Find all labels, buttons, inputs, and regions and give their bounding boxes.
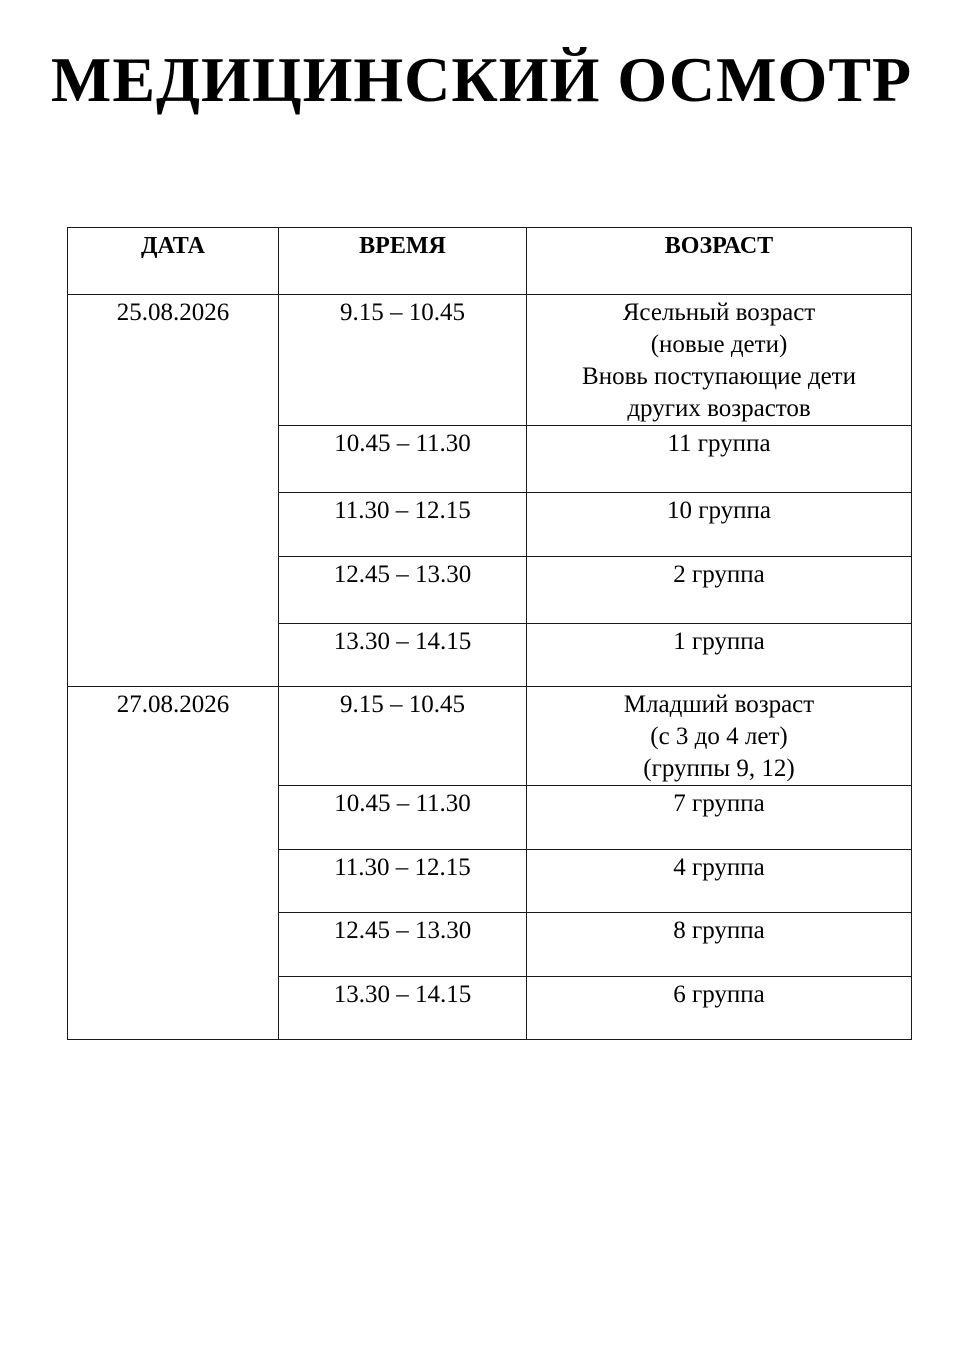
schedule-table <box>67 227 912 1040</box>
age-line: Вновь поступающие дети <box>582 363 856 390</box>
header-time: ВРЕМЯ <box>279 228 527 295</box>
time-cell: 13.30 – 14.15 <box>279 977 527 1040</box>
table-row <box>68 687 912 786</box>
header-date: ДАТА <box>68 228 279 295</box>
time-cell: 10.45 – 11.30 <box>279 426 527 493</box>
age-line: 2 группа <box>673 561 765 588</box>
age-line: 11 группа <box>667 430 771 457</box>
time-cell: 12.45 – 13.30 <box>279 913 527 977</box>
age-cell <box>527 850 912 913</box>
date-cell: 27.08.2026 <box>68 687 279 1040</box>
age-cell <box>527 977 912 1040</box>
age-line: 7 группа <box>673 790 765 817</box>
age-line: 10 группа <box>666 497 772 524</box>
age-line: 8 группа <box>673 917 765 944</box>
age-line: 1 группа <box>673 628 765 655</box>
age-line: 6 группа <box>673 981 765 1008</box>
age-line: 4 группа <box>673 854 765 881</box>
time-cell: 12.45 – 13.30 <box>279 557 527 624</box>
table-row <box>68 295 912 426</box>
header-age: ВОЗРАСТ <box>527 228 912 295</box>
age-cell <box>527 687 912 786</box>
age-line: (новые дети) <box>650 331 788 358</box>
age-line: других возрастов <box>627 395 811 422</box>
time-cell: 11.30 – 12.15 <box>279 493 527 557</box>
age-cell <box>527 557 912 624</box>
age-cell <box>527 493 912 557</box>
age-cell <box>527 295 912 426</box>
time-cell: 11.30 – 12.15 <box>279 850 527 913</box>
time-cell: 9.15 – 10.45 <box>279 295 527 426</box>
age-line: Ясельный возраст <box>622 299 816 326</box>
time-cell: 10.45 – 11.30 <box>279 786 527 850</box>
time-cell: 13.30 – 14.15 <box>279 624 527 687</box>
table-header-row <box>68 228 912 295</box>
age-line: Младший возраст <box>623 691 815 718</box>
age-cell <box>527 786 912 850</box>
age-cell <box>527 913 912 977</box>
age-line: (с 3 до 4 лет) <box>650 723 788 750</box>
age-cell <box>527 426 912 493</box>
page-title: МЕДИЦИНСКИЙ ОСМОТР <box>50 44 913 115</box>
age-line: (группы 9, 12) <box>643 755 795 782</box>
age-cell <box>527 624 912 687</box>
time-cell: 9.15 – 10.45 <box>279 687 527 786</box>
date-cell: 25.08.2026 <box>68 295 279 687</box>
